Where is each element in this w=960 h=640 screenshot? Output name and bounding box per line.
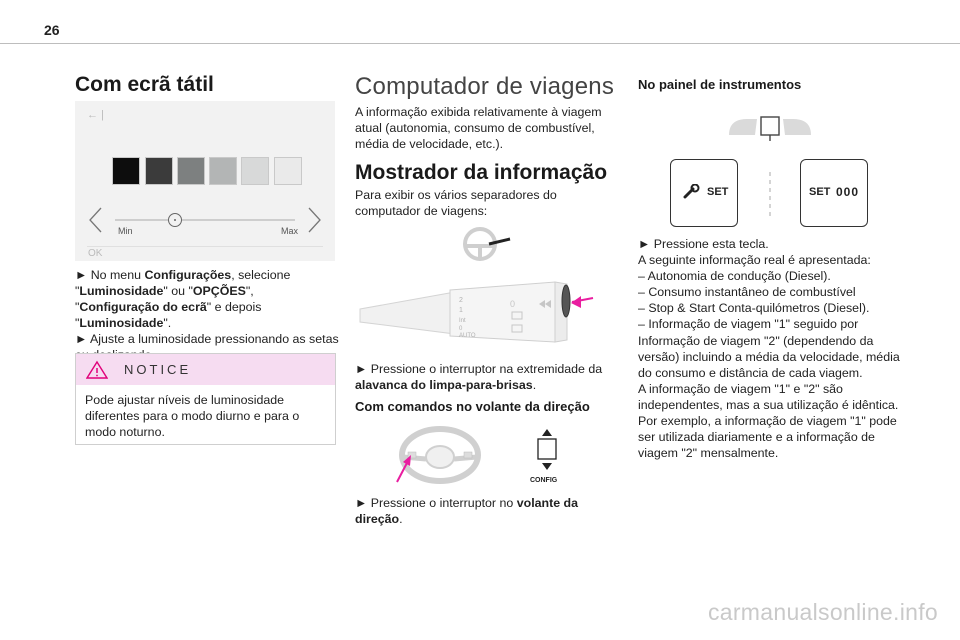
page-number: 26 <box>44 22 60 38</box>
brightness-swatch-2 <box>145 157 173 185</box>
svg-text:2: 2 <box>459 297 463 304</box>
trip-intro: A informação exibida relativamente à viagem atual (autonomia, consumo de combustível, média de velocidade, etc.). <box>355 105 602 152</box>
svg-text:Int: Int <box>459 318 466 324</box>
line-consumption: – Consumo instantâneo de combustível <box>638 285 856 300</box>
svg-text:1: 1 <box>459 307 463 314</box>
watermark: carmanualsonline.info <box>707 599 938 625</box>
section-heading-touchscreen: Com ecrã tátil <box>75 73 214 96</box>
steering-wheel-illustration <box>395 424 485 486</box>
ok-label: OK <box>88 248 103 259</box>
set-button-box <box>670 159 738 227</box>
max-label: Max <box>281 226 299 236</box>
section-heading-display: Mostrador da informação <box>355 161 608 184</box>
wiper-stalk-illustration <box>355 222 605 352</box>
svg-text:AUTO: AUTO <box>459 333 476 339</box>
brightness-swatch-6 <box>274 157 302 185</box>
line-autonomy: – Autonomia de condução (Diesel). <box>638 269 831 284</box>
left-instructions <box>75 267 340 364</box>
chevron-right-icon <box>309 208 320 232</box>
steering-wheel-icon <box>465 229 510 259</box>
notice-box <box>75 353 336 445</box>
section-heading-instrument-panel: No painel de instrumentos <box>638 77 802 92</box>
section-heading-trip-computer: Computador de viagens <box>355 73 615 100</box>
set-display-box <box>800 159 868 227</box>
set-label-display: SET <box>809 186 831 198</box>
wrench-icon <box>683 184 701 200</box>
config-label: CONFIG <box>530 477 558 484</box>
steering-controls-heading: Com comandos no volante da direção <box>355 399 590 414</box>
line-press-key: ► Pressione esta tecla. <box>638 237 769 251</box>
config-button-icon <box>532 427 562 475</box>
display-intro: Para exibir os vários separadores do computador de viagens: <box>355 188 557 219</box>
line-stop-start: – Stop & Start Conta-quilómetros (Diesel). <box>638 301 870 316</box>
notice-title: NOTICE <box>124 362 192 377</box>
line-example: Por exemplo, a informação de viagem "1" pode ser utilizada diariamente e a informação de viagem "2" mensalmente. <box>638 414 897 461</box>
brightness-swatch-5 <box>241 157 269 185</box>
brightness-swatch-4 <box>209 157 237 185</box>
notice-text: Pode ajustar níveis de luminosidade diferentes para o modo diurno e para o modo noturno. <box>85 393 300 440</box>
brightness-swatch-1 <box>112 157 140 185</box>
line-info-shown: A seguinte informação real é apresentada: <box>638 253 871 268</box>
dashed-connector <box>760 172 780 218</box>
instruction-1: ► No menu Configurações, selecione "Luminosidade" ou "OPÇÕES", "Configuração do ecrã" e depois "Luminosidade". <box>75 268 291 331</box>
notice-header <box>76 354 335 385</box>
back-arrow-icon: ← | <box>87 109 104 121</box>
set-label: SET <box>707 186 729 198</box>
chevron-left-icon <box>90 208 101 232</box>
svg-text:0: 0 <box>510 299 516 309</box>
steering-instruction: ► Pressione o interruptor no volante da direção. <box>355 496 579 527</box>
warning-icon <box>86 360 108 380</box>
instrument-panel-text <box>638 236 900 461</box>
min-label: Min <box>118 226 133 236</box>
brightness-screen-illustration <box>75 101 335 261</box>
svg-text:0: 0 <box>459 326 463 332</box>
wiper-instruction: ► Pressione o interruptor na extremidade da alavanca do limpa-para-brisas. <box>355 362 603 393</box>
instrument-cluster-icon <box>725 113 815 143</box>
instruction-2: ► Ajuste a luminosidade pressionando as setas <box>75 332 339 347</box>
header-divider <box>0 43 960 44</box>
brightness-swatch-3 <box>177 157 205 185</box>
line-trip-info: – Informação de viagem "1" seguido por Informação de viagem "2" (dependendo da versão) incluindo a média da velocidade, média do consumo e distância de cada viagem. <box>638 317 900 380</box>
counter-value: 000 <box>836 185 860 199</box>
line-independent: A informação de viagem "1" e "2" são independentes, mas a sua utilização é idêntica. <box>638 381 899 412</box>
